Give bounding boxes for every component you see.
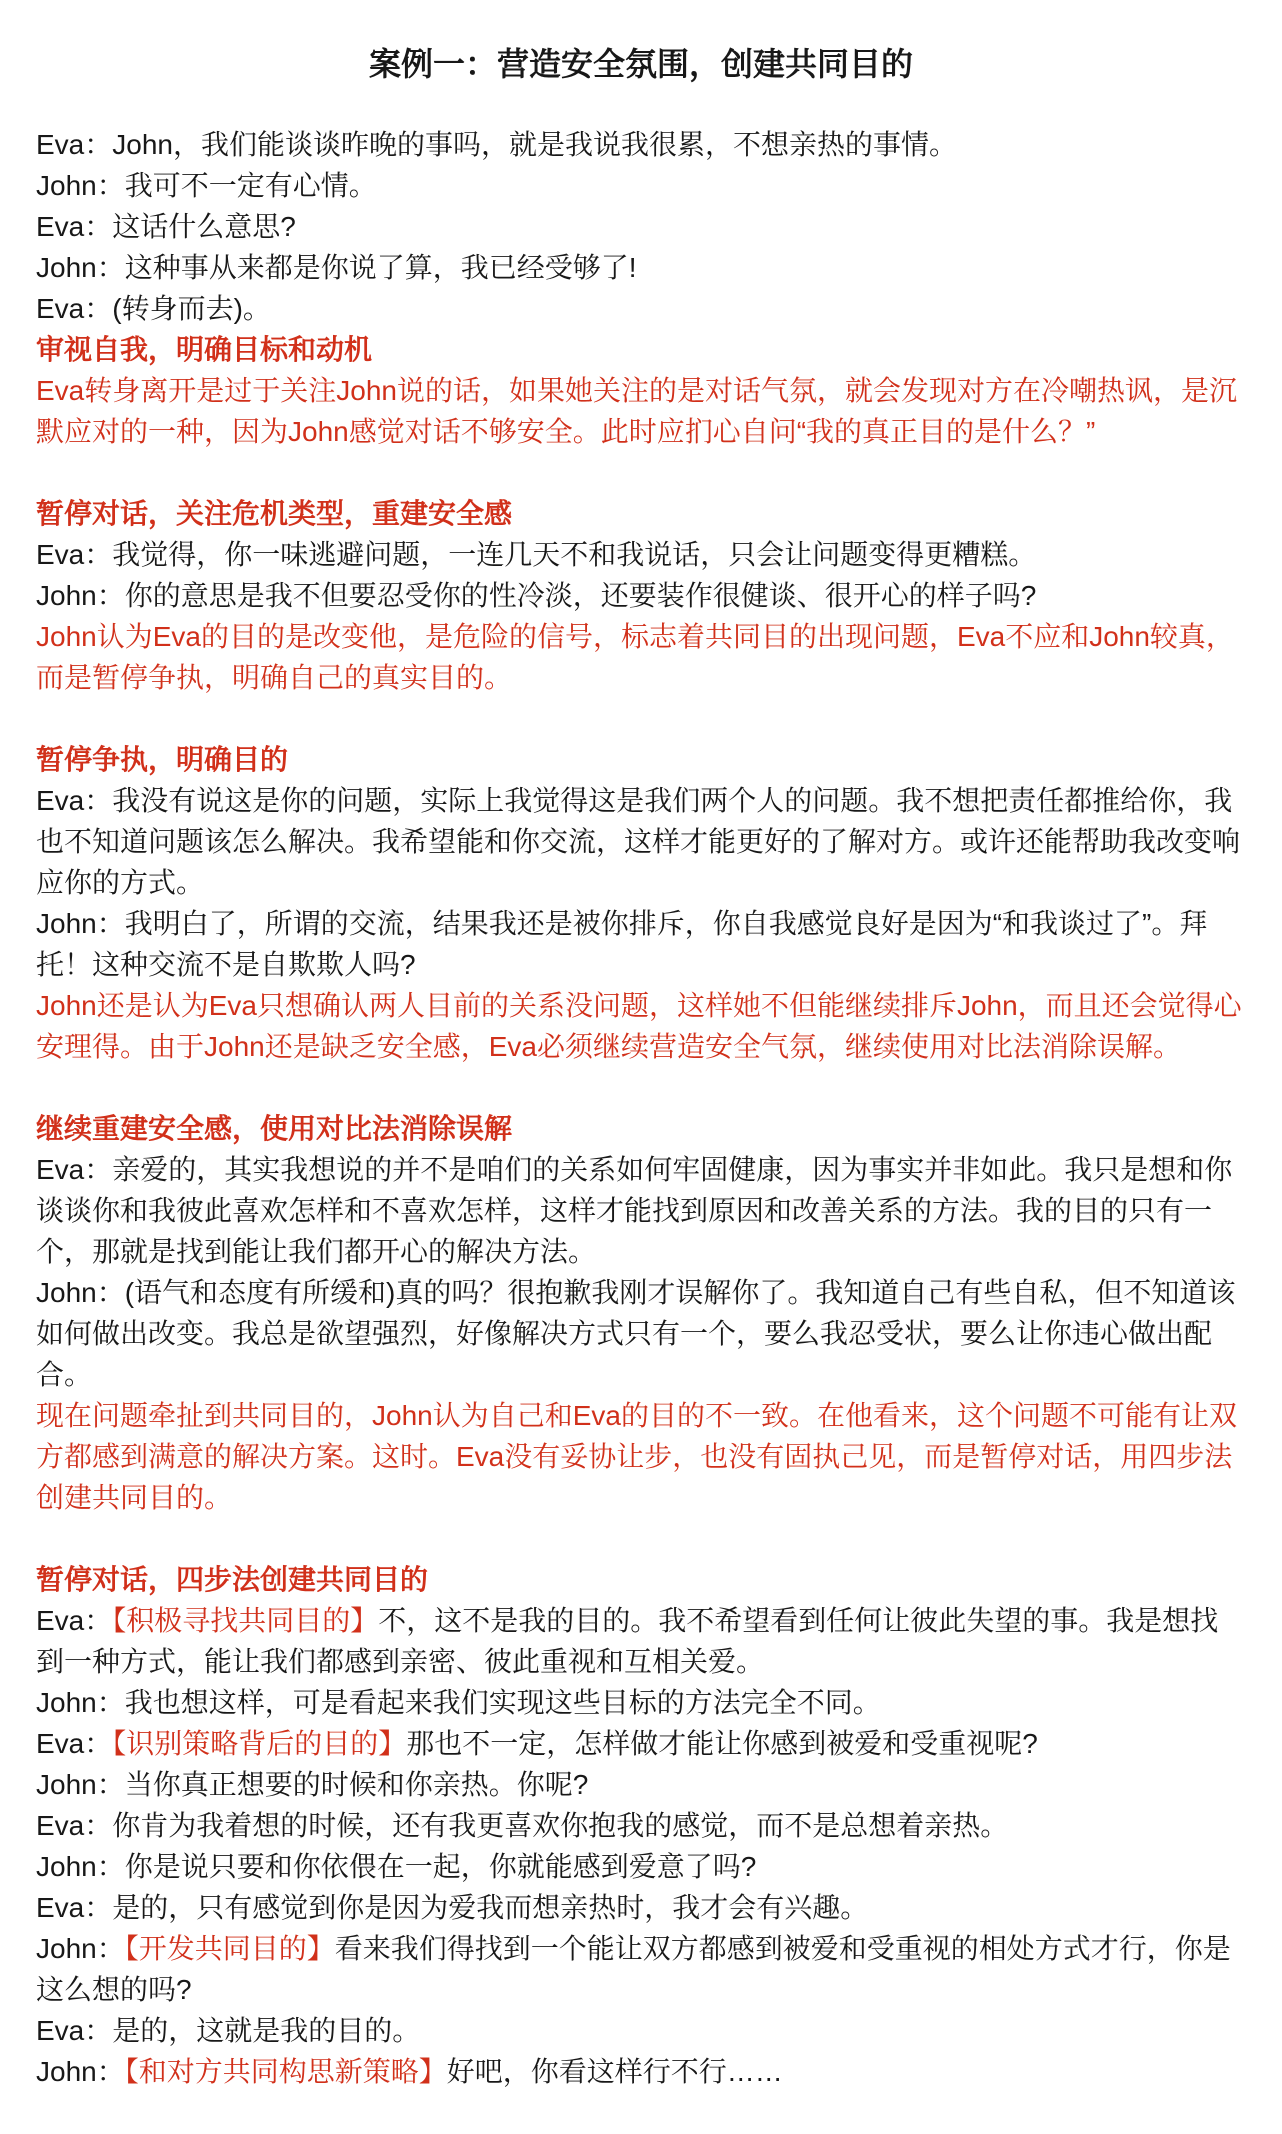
text-segment: John：(语气和态度有所缓和)真的吗？很抱歉我刚才误解你了。我知道自己有些自私，但不知道该如何做出改变。我总是欲望强烈，好像解决方式只有一个，要么我忍受状，要么让你违心做出配合。 — [36, 1277, 1236, 1390]
highlight-text: 【和对方共同构思新策略】 — [124, 2056, 447, 2087]
dialogue-line — [36, 1600, 1246, 1682]
dialogue-line — [36, 903, 1246, 985]
dialogue-line — [36, 1272, 1246, 1395]
commentary-paragraph — [36, 370, 1246, 452]
section-0 — [36, 124, 1246, 329]
text-segment: Eva：是的，只有感觉到你是因为爱我而想亲热时，我才会有兴趣。 — [36, 1892, 869, 1923]
text-segment: John：我也想这样，可是看起来我们实现这些目标的方法完全不同。 — [36, 1687, 881, 1718]
dialogue-line — [36, 165, 1246, 206]
text-segment: John：你是说只要和你依偎在一起，你就能感到爱意了吗? — [36, 1851, 757, 1882]
section-header: 暂停对话，关注危机类型，重建安全感 — [36, 498, 513, 529]
dialogue-line — [36, 2010, 1246, 2051]
text-segment: John：当你真正想要的时候和你亲热。你呢? — [36, 1769, 589, 1800]
text-segment: Eva：我没有说这是你的问题，实际上我觉得这是我们两个人的问题。我不想把责任都推给你，我也不知道问题该怎么解决。我希望能和你交流，这样才能更好的了解对方。或许还能帮助我改变响应你的方式。 — [36, 785, 1241, 898]
section-2 — [36, 493, 1246, 698]
text-segment: Eva：我觉得，你一味逃避问题，一连几天不和我说话，只会让问题变得更糟糕。 — [36, 539, 1037, 570]
section-5 — [36, 1559, 1246, 2092]
section-header: 继续重建安全感，使用对比法消除误解 — [36, 1113, 513, 1144]
highlight-text: 【开发共同目的】 — [124, 1933, 335, 1964]
commentary-paragraph — [36, 1395, 1246, 1518]
highlight-text: John认为Eva的目的是改变他，是危险的信号，标志着共同目的出现问题，Eva不应和John较真，而是暂停争执，明确自己的真实目的。 — [36, 621, 1234, 693]
text-segment: 好吧，你看这样行不行…… — [446, 2056, 783, 2087]
section-4 — [36, 1108, 1246, 1518]
highlight-text: John还是认为Eva只想确认两人目前的关系没问题，这样她不但能继续排斥John，而且还会觉得心安理得。由于John还是缺乏安全感，Eva必须继续营造安全气氛，继续使用对比法消除误解。 — [36, 990, 1242, 1062]
dialogue-line — [36, 1764, 1246, 1805]
dialogue-line — [36, 247, 1246, 288]
dialogue-line — [36, 288, 1246, 329]
text-segment: Eva：是的，这就是我的目的。 — [36, 2015, 421, 2046]
dialogue-line — [36, 1928, 1246, 2010]
dialogue-line — [36, 534, 1246, 575]
text-segment: John： — [36, 1933, 125, 1964]
dialogue-line — [36, 124, 1246, 165]
dialogue-line — [36, 206, 1246, 247]
section-header: 暂停对话，四步法创建共同目的 — [36, 1564, 429, 1595]
text-segment: Eva：John，我们能谈谈昨晚的事吗，就是我说我很累，不想亲热的事情。 — [36, 129, 957, 160]
dialogue-line — [36, 2051, 1246, 2092]
text-segment: Eva：这话什么意思? — [36, 211, 296, 242]
dialogue-line — [36, 1723, 1246, 1764]
text-segment: John：我可不一定有心情。 — [36, 170, 377, 201]
commentary-paragraph — [36, 616, 1246, 698]
page-title: 案例一：营造安全氛围，创建共同目的 — [368, 46, 913, 82]
section-1 — [36, 329, 1246, 452]
dialogue-line — [36, 1805, 1246, 1846]
dialogue-line — [36, 1149, 1246, 1272]
text-segment: John：这种事从来都是你说了算，我已经受够了! — [36, 252, 637, 283]
text-segment: 不，这不是我的目的。我不希望看到任何让彼此失望的事。我是想找到一种方式，能让我们都感到亲密、彼此重视和互相关爱。 — [36, 1605, 1219, 1677]
text-segment: Eva： — [36, 1605, 113, 1636]
text-segment: Eva：(转身而去)。 — [36, 293, 271, 324]
section-header: 审视自我，明确目标和动机 — [36, 334, 373, 365]
text-segment: John：你的意思是我不但要忍受你的性冷淡，还要装作很健谈、很开心的样子吗? — [36, 580, 1037, 611]
commentary-paragraph — [36, 985, 1246, 1067]
highlight-text: 【积极寻找共同目的】 — [112, 1605, 379, 1636]
dialogue-line — [36, 780, 1246, 903]
text-segment: John： — [36, 2056, 125, 2087]
dialogue-line — [36, 1846, 1246, 1887]
text-segment: 看来我们得找到一个能让双方都感到被爱和受重视的相处方式才行，你是这么想的吗? — [36, 1933, 1231, 2005]
highlight-text: Eva转身离开是过于关注John说的话，如果她关注的是对话气氛，就会发现对方在冷嘲热讽，是沉默应对的一种，因为John感觉对话不够安全。此时应扪心自问“我的真正目的是什么？” — [36, 375, 1237, 447]
section-header: 暂停争执，明确目的 — [36, 744, 289, 775]
dialogue-line — [36, 1887, 1246, 1928]
text-segment: Eva：亲爱的，其实我想说的并不是咱们的关系如何牢固健康，因为事实并非如此。我只是想和你谈谈你和我彼此喜欢怎样和不喜欢怎样，这样才能找到原因和改善关系的方法。我的目的只有一个，那就是找到能让我们都开心的解决方法。 — [36, 1154, 1233, 1267]
highlight-text: 【识别策略背后的目的】 — [112, 1728, 407, 1759]
document-body — [36, 124, 1246, 2092]
text-segment: Eva： — [36, 1728, 113, 1759]
text-segment: John：我明白了，所谓的交流，结果我还是被你排斥，你自我感觉良好是因为“和我谈过了”。拜托！这种交流不是自欺欺人吗? — [36, 908, 1208, 980]
dialogue-line — [36, 1682, 1246, 1723]
section-3 — [36, 739, 1246, 1067]
text-segment: Eva：你肯为我着想的时候，还有我更喜欢你抱我的感觉，而不是总想着亲热。 — [36, 1810, 1009, 1841]
dialogue-line — [36, 575, 1246, 616]
highlight-text: 现在问题牵扯到共同目的，John认为自己和Eva的目的不一致。在他看来，这个问题不可能有让双方都感到满意的解决方案。这时。Eva没有妥协让步，也没有固执己见，而是暂停对话，用四步法创建共同目的。 — [36, 1400, 1237, 1513]
text-segment: 那也不一定，怎样做才能让你感到被爱和受重视呢? — [406, 1728, 1038, 1759]
